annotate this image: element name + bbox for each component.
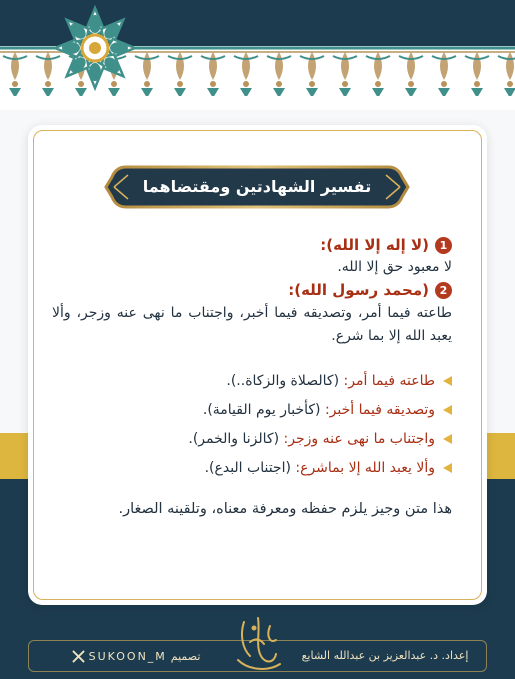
triangle-bullet-icon bbox=[443, 405, 452, 415]
gold-stripe-right bbox=[487, 433, 515, 479]
bullet-rest: (كالزنا والخمر). bbox=[188, 430, 284, 447]
author-credit: إعداد. د. عبدالعزيز بن عبدالله الشايع bbox=[301, 649, 469, 662]
item-2-heading-row bbox=[52, 279, 452, 301]
bullet-rest: (كالصلاة والزكاة..). bbox=[226, 372, 344, 389]
item-1-line: لا معبود حق إلا الله. bbox=[337, 259, 452, 275]
closing-note: هذا متن وجيز يلزم حفظه ومعرفة معناه، وتلقينه الصغار. bbox=[118, 501, 452, 517]
triangle-bullet-icon bbox=[443, 434, 452, 444]
bullet-lead: طاعته فيما أمر: bbox=[343, 372, 435, 389]
item-2-text: طاعته فيما أمر، وتصديقه فيما أخبر، واجتناب ما نهى عنه وزجر، وألا يعبد الله إلا بما شرع. bbox=[52, 305, 452, 344]
bullet-lead: وتصديقه فيما أخبر: bbox=[324, 401, 435, 418]
number-badge-1: 1 bbox=[435, 237, 452, 254]
bullet-list bbox=[52, 366, 452, 482]
content-body bbox=[52, 234, 452, 522]
number-badge-2: 2 bbox=[435, 282, 452, 299]
calligraphy-logo bbox=[230, 614, 286, 676]
list-item bbox=[52, 366, 452, 395]
rosette-emblem bbox=[51, 4, 139, 92]
design-label: تصميم bbox=[170, 649, 201, 663]
designer-handle[interactable]: SUKOON_M bbox=[88, 649, 167, 663]
item-1-heading-row bbox=[52, 234, 452, 256]
x-logo-icon[interactable] bbox=[72, 650, 85, 663]
list-item bbox=[52, 424, 452, 453]
bullet-rest: (اجتناب البدع). bbox=[204, 459, 296, 476]
triangle-bullet-icon bbox=[443, 376, 452, 386]
bullet-lead: واجتناب ما نهى عنه وزجر: bbox=[283, 430, 435, 447]
designer-credit bbox=[36, 640, 236, 672]
triangle-bullet-icon bbox=[443, 463, 452, 473]
bullet-rest: (كأخبار يوم القيامة). bbox=[202, 401, 325, 418]
page-title: تفسير الشهادتين ومقتضاهما bbox=[142, 177, 372, 196]
bullet-lead: وألا يعبد الله إلا بماشرع: bbox=[295, 459, 435, 476]
item-1-heading: (لا إله إلا الله): bbox=[320, 236, 429, 254]
list-item bbox=[52, 395, 452, 424]
list-item bbox=[52, 453, 452, 482]
item-2-heading: (محمد رسول الله): bbox=[288, 281, 429, 299]
gold-stripe-left bbox=[0, 433, 28, 479]
